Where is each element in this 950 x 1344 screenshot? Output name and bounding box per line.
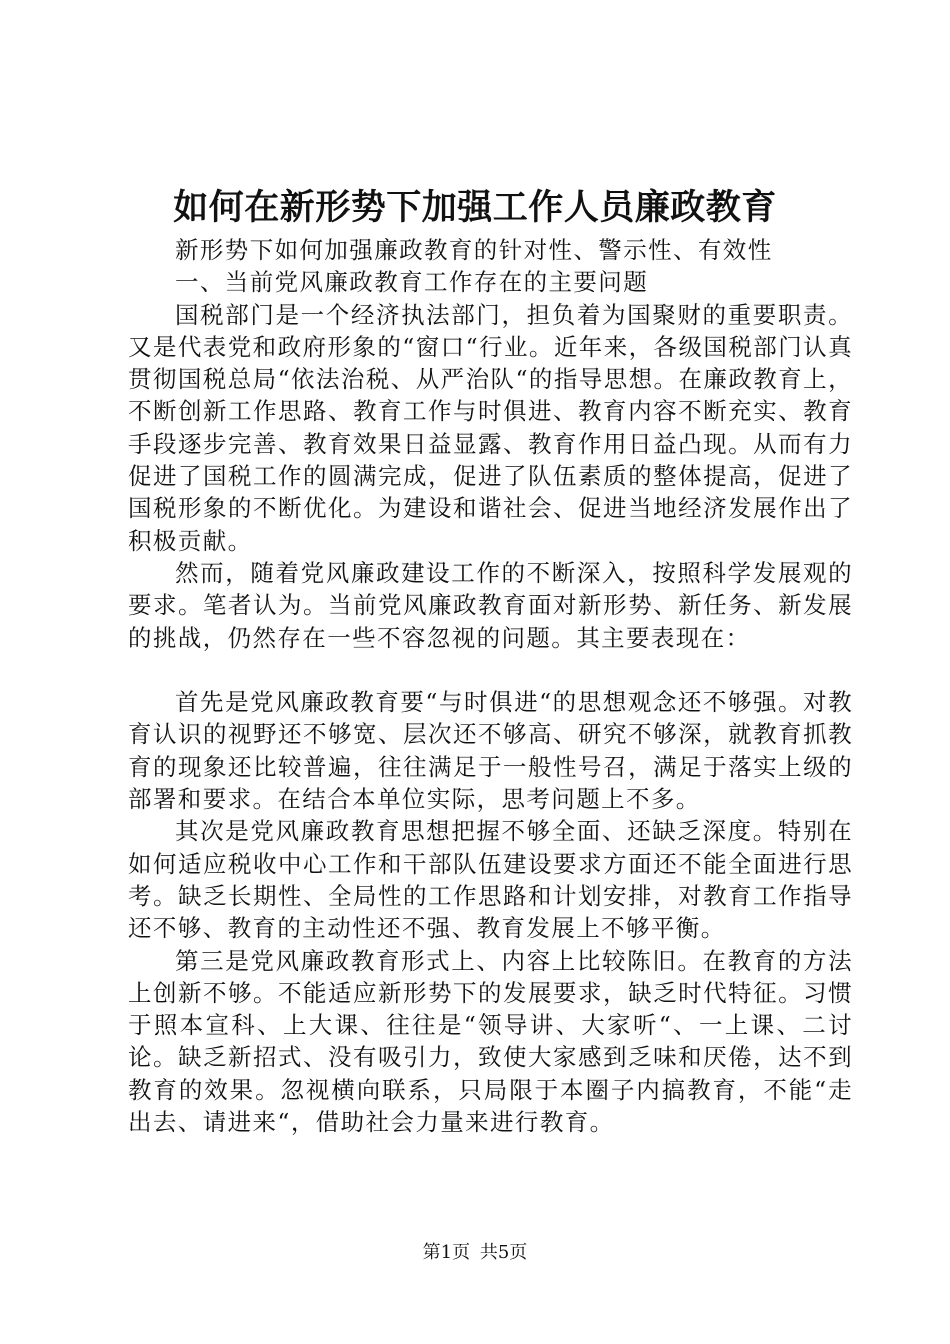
- body-paragraph: 国税部门是一个经济执法部门，担负着为国聚财的重要职责。又是代表党和政府形象的“窗口“行业。近年来，各级国税部门认真贯彻国税总局“依法治税、从严治队“的指导思想。在廉政教育上，不断创新工作思路、教育工作与时俱进、教育内容不断充实、教育手段逐步完善、教育效果日益显露、教育作用日益凸现。从而有力促进了国税工作的圆满完成，促进了队伍素质的整体提高，促进了国税形象的不断优化。为建设和谐社会、促进当地经济发展作出了积极贡献。: [128, 300, 853, 555]
- section-heading: 一、当前党风廉政教育工作存在的主要问题: [175, 268, 649, 297]
- page-footer: [0, 1240, 950, 1266]
- subtitle-line: 新形势下如何加强廉政教育的针对性、警示性、有效性: [175, 236, 773, 264]
- document-body: [128, 234, 853, 1138]
- page-number: 第1页: [422, 1242, 471, 1263]
- body-paragraph: 首先是党风廉政教育要“与时俱进“的思想观念还不够强。对教育认识的视野还不够宽、层次还不够高、研究不够深，就教育抓教育的现象还比较普遍，往往满足于一般性号召，满足于落实上级的部署和要求。在结合本单位实际，思考问题上不多。: [128, 688, 853, 814]
- body-paragraph: 第三是党风廉政教育形式上、内容上比较陈旧。在教育的方法上创新不够。不能适应新形势下的发展要求，缺乏时代特征。习惯于照本宣科、上大课、往往是“领导讲、大家听“、一上课、二讨论。缺乏新招式、没有吸引力，致使大家感到乏味和厌倦，达不到教育的效果。忽视横向联系，只局限于本圈子内搞教育，不能“走出去、请进来“，借助社会力量来进行教育。: [128, 946, 853, 1137]
- body-paragraph: 然而，随着党风廉政建设工作的不断深入，按照科学发展观的要求。笔者认为。当前党风廉政教育面对新形势、新任务、新发展的挑战，仍然存在一些不容忽视的问题。其主要表现在：: [128, 558, 853, 652]
- page-total: 共5页: [479, 1242, 528, 1263]
- body-paragraph: 其次是党风廉政教育思想把握不够全面、还缺乏深度。特别在如何适应税收中心工作和干部队伍建设要求方面还不能全面进行思考。缺乏长期性、全局性的工作思路和计划安排，对教育工作指导还不够、教育的主动性还不强、教育发展上不够平衡。: [128, 817, 853, 943]
- document-title: 如何在新形势下加强工作人员廉政教育: [173, 187, 777, 228]
